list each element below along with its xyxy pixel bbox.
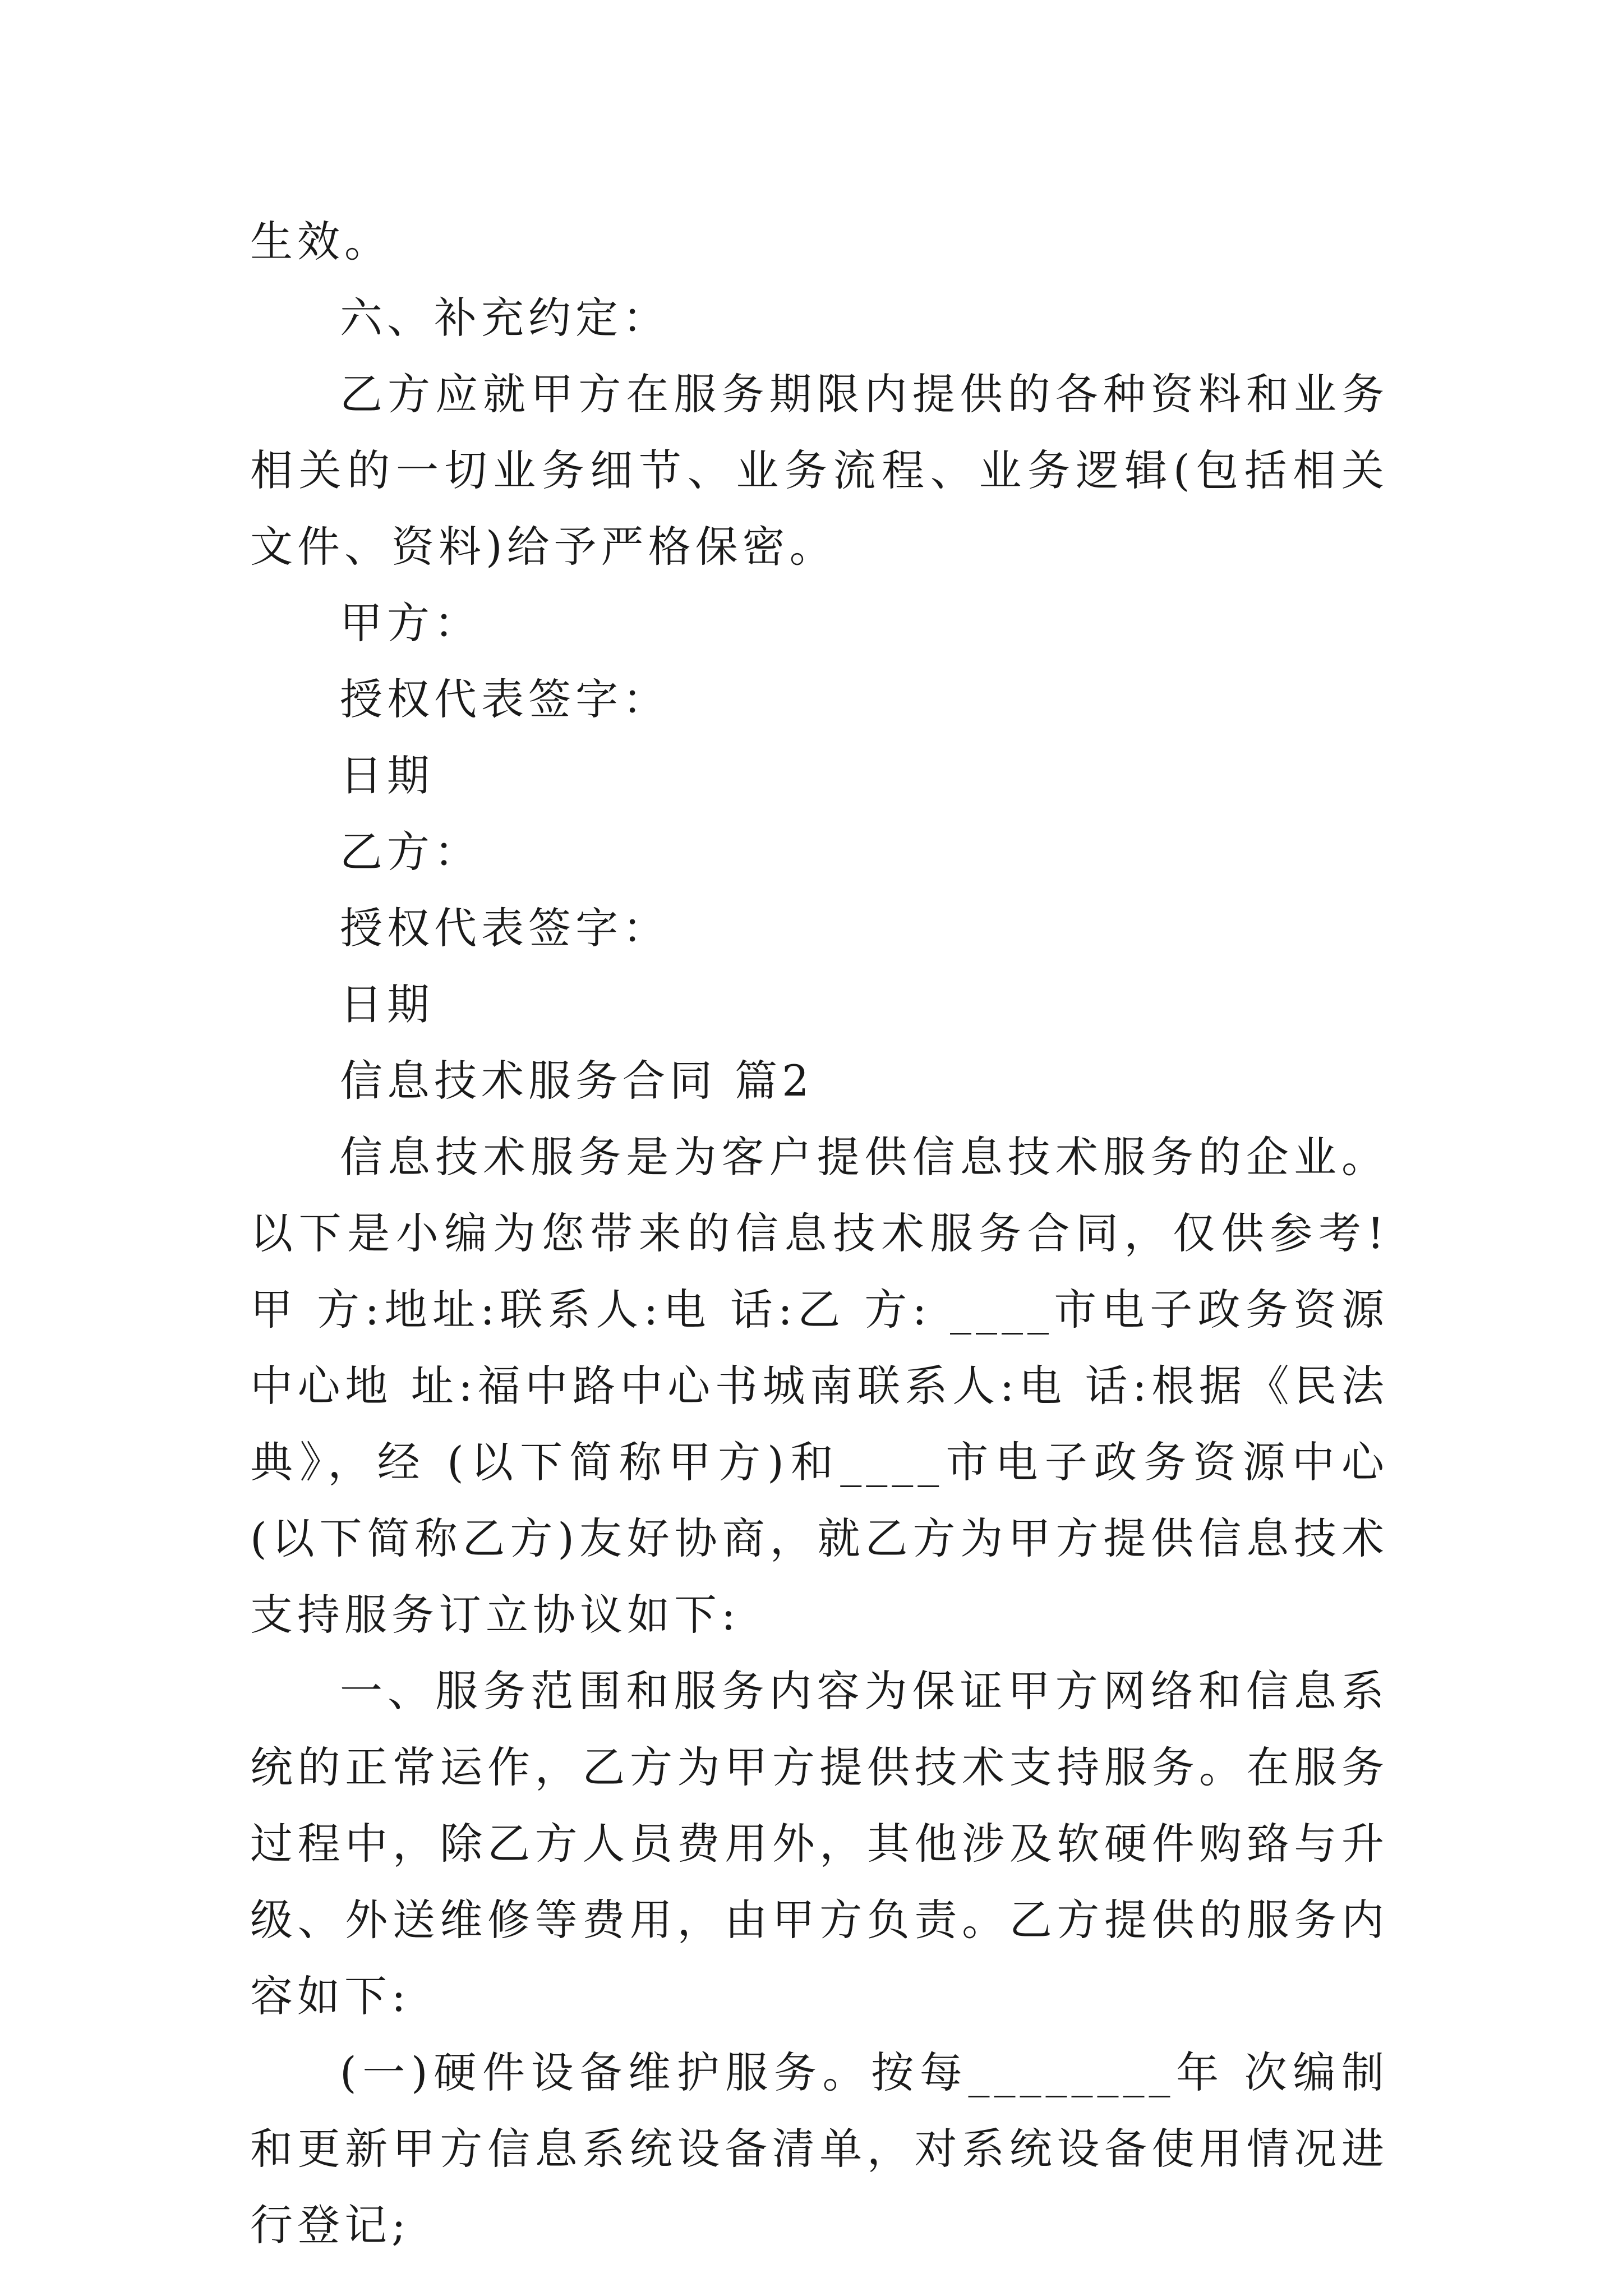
signature-date-a: 日期	[340, 751, 434, 800]
signature-date-b: 日期	[340, 979, 434, 1029]
signature-party-b: 乙方：	[340, 827, 481, 877]
paragraph: (一)硬件设备维护服务。按每________年 次编制和更新甲方信息系统设备清单，对系统设备使用情况进行登记;	[250, 2047, 1389, 2250]
paragraph: 一、服务范围和服务内容为保证甲方网络和信息系统的正常运作，乙方为甲方提供技术支持服务。在服务过程中，除乙方人员费用外，其他涉及软硬件购臵与升级、外送维修等费用，由甲方负责。乙方提供的服务内容如下:	[250, 1666, 1389, 2021]
signature-representative-a: 授权代表签字：	[340, 674, 670, 724]
contract-title: 信息技术服务合同 篇2	[340, 1056, 814, 1106]
document-page	[250, 204, 1389, 2263]
section-heading: 六、补充约定：	[340, 293, 670, 343]
signature-representative-b: 授权代表签字：	[340, 903, 670, 953]
paragraph: 生效。	[250, 217, 391, 266]
signature-party-a: 甲方：	[340, 598, 481, 648]
paragraph: 信息技术服务是为客户提供信息技术服务的企业。以下是小编为您带来的信息技术服务合同，仅供参考!甲 方:地址:联系人:电 话:乙 方: ____市电子政务资源中心地 址:福中路中心书城南联系人:电 话:根据《民法典》，经 (以下简称甲方)和____市电子政务资源中心(以下简称乙方)友好协商，就乙方为甲方提供信息技术支持服务订立协议如下:	[250, 1132, 1389, 1640]
paragraph: 乙方应就甲方在服务期限内提供的各种资料和业务相关的一切业务细节、业务流程、业务逻辑(包括相关文件、资料)给予严格保密。	[250, 369, 1389, 572]
